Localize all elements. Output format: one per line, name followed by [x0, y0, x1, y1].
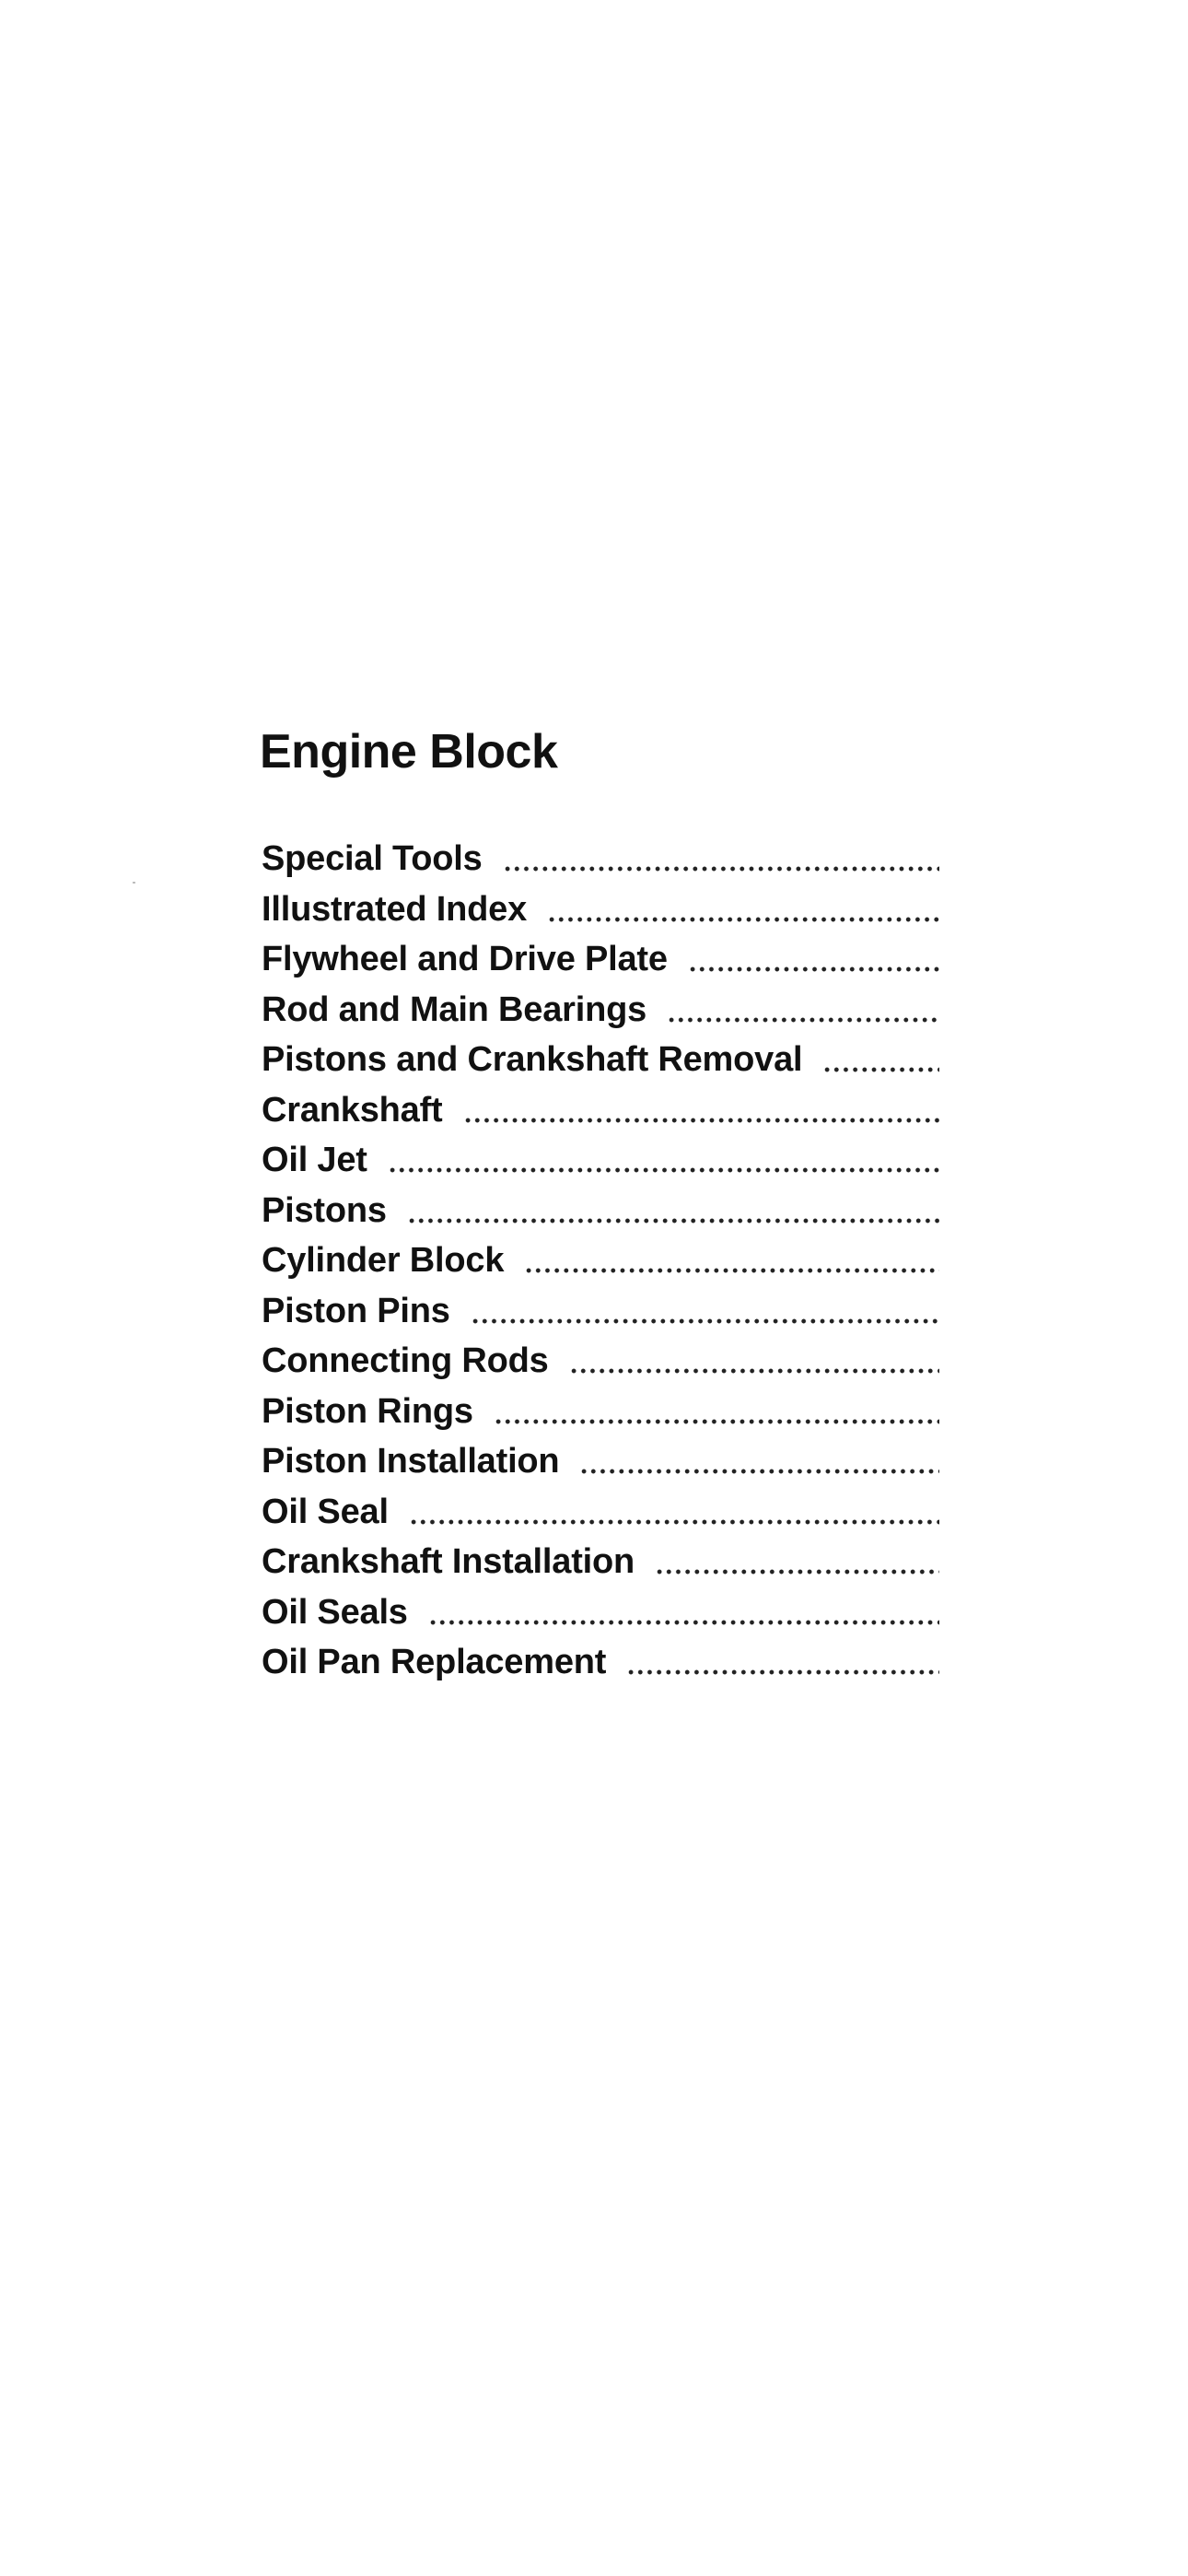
dot-leader	[494, 1418, 939, 1425]
toc-entry-label: Pistons and Crankshaft Removal	[262, 1040, 803, 1079]
toc-entry-piston-rings[interactable]	[262, 1387, 939, 1437]
toc-entry-special-tools[interactable]	[262, 834, 939, 884]
toc-entry-illustrated-index[interactable]	[262, 884, 939, 935]
toc-entry-pistons-and-crankshaft-removal[interactable]	[262, 1035, 939, 1085]
toc-entry-oil-pan-replacement[interactable]	[262, 1637, 939, 1688]
dot-leader	[547, 916, 939, 923]
toc-entry-oil-seal[interactable]	[262, 1487, 939, 1538]
toc-entry-label: Rod and Main Bearings	[262, 989, 647, 1029]
section-title: Engine Block	[260, 725, 558, 779]
table-of-contents	[262, 834, 939, 1688]
dot-leader	[524, 1267, 939, 1274]
toc-entry-flywheel-and-drive-plate[interactable]	[262, 934, 939, 985]
toc-entry-label: Crankshaft Installation	[262, 1542, 635, 1581]
dot-leader	[471, 1317, 939, 1325]
toc-entry-label: Oil Seals	[262, 1592, 408, 1632]
dot-leader	[569, 1367, 939, 1375]
dot-leader	[667, 1016, 939, 1024]
toc-entry-crankshaft-installation[interactable]	[262, 1537, 939, 1587]
toc-entry-label: Crankshaft	[262, 1090, 443, 1130]
toc-entry-oil-jet[interactable]	[262, 1135, 939, 1186]
toc-entry-piston-installation[interactable]	[262, 1436, 939, 1487]
scan-speck	[133, 882, 135, 884]
toc-entry-label: Oil Pan Replacement	[262, 1643, 607, 1681]
toc-entry-label: Piston Pins	[262, 1291, 450, 1330]
toc-entry-piston-pins[interactable]	[262, 1286, 939, 1337]
toc-entry-oil-seals[interactable]	[262, 1587, 939, 1638]
toc-entry-label: Piston Rings	[262, 1391, 473, 1431]
toc-entry-label: Oil Jet	[262, 1141, 367, 1179]
toc-entry-label: Special Tools	[262, 839, 483, 878]
dot-leader	[655, 1568, 939, 1575]
toc-entry-label: Pistons	[262, 1190, 387, 1230]
dot-leader	[388, 1166, 939, 1174]
toc-entry-label: Cylinder Block	[262, 1241, 505, 1280]
dot-leader	[428, 1619, 939, 1626]
dot-leader	[822, 1066, 939, 1073]
dot-leader	[503, 865, 939, 872]
toc-entry-label: Flywheel and Drive Plate	[262, 940, 668, 978]
dot-leader	[579, 1468, 939, 1475]
toc-entry-pistons[interactable]	[262, 1186, 939, 1236]
toc-entry-label: Connecting Rods	[262, 1341, 549, 1380]
toc-entry-label: Piston Installation	[262, 1442, 560, 1481]
toc-entry-label: Oil Seal	[262, 1492, 389, 1531]
toc-entry-label: Illustrated Index	[262, 889, 528, 929]
toc-entry-crankshaft[interactable]	[262, 1085, 939, 1136]
toc-entry-connecting-rods[interactable]	[262, 1336, 939, 1387]
dot-leader	[407, 1217, 939, 1224]
dot-leader	[688, 966, 939, 973]
toc-entry-cylinder-block[interactable]	[262, 1235, 939, 1286]
dot-leader	[626, 1669, 939, 1676]
dot-leader	[409, 1518, 939, 1526]
dot-leader	[463, 1117, 940, 1124]
toc-entry-rod-and-main-bearings[interactable]	[262, 985, 939, 1036]
